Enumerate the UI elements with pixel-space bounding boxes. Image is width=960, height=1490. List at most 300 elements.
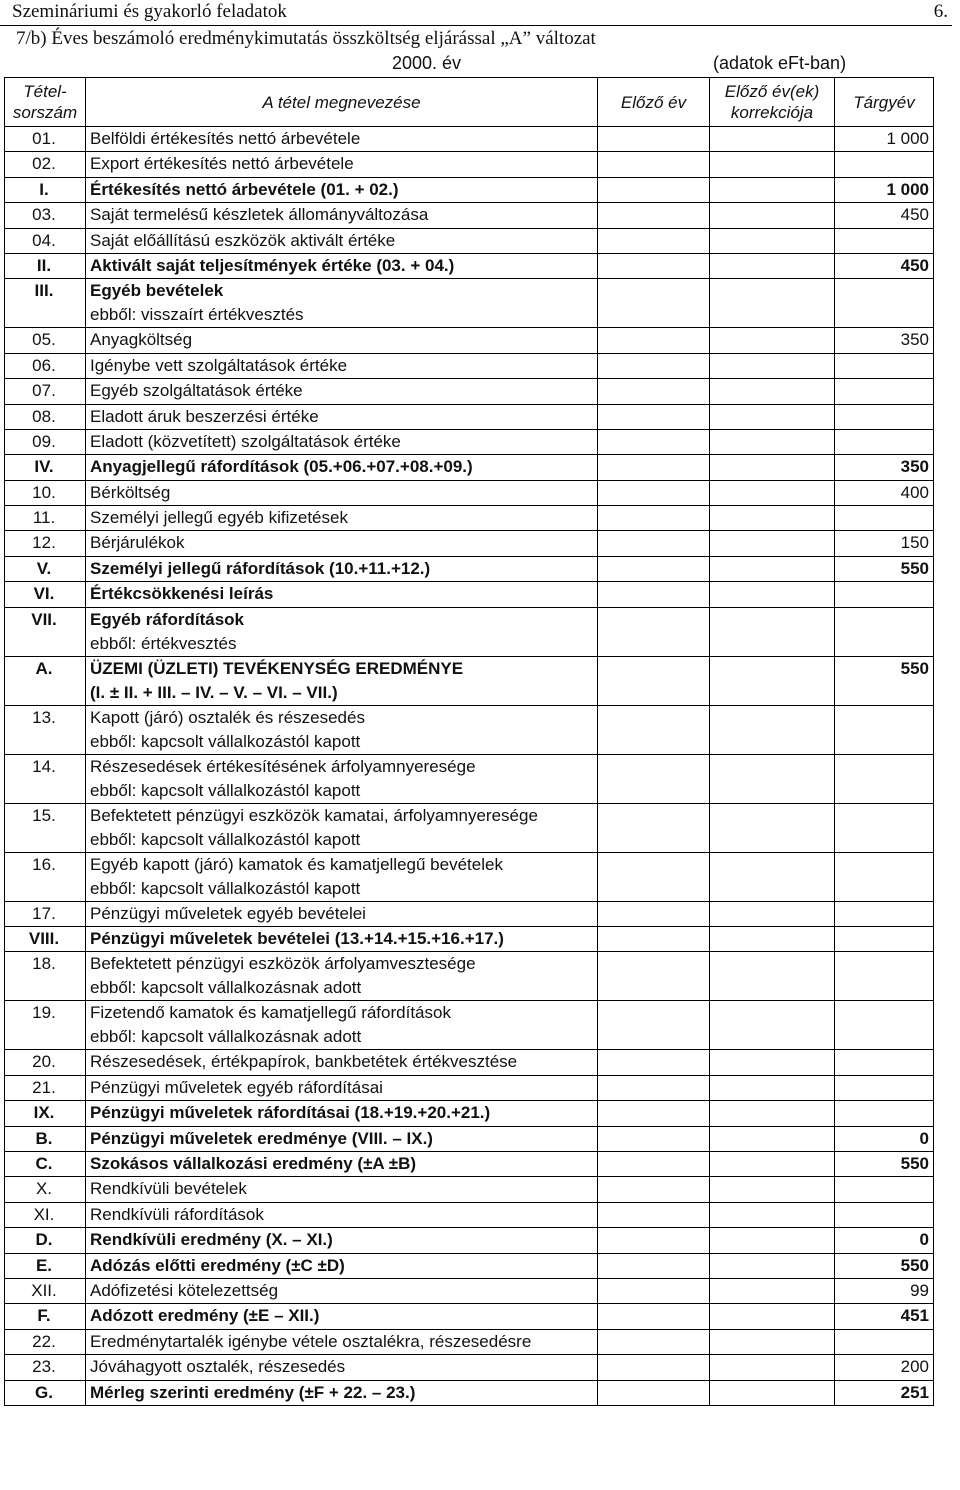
row-name [86, 506, 598, 531]
row-name [86, 582, 598, 607]
row-code: II. [5, 253, 86, 278]
row-name-main: Anyagköltség [90, 330, 193, 350]
row-correction [710, 228, 835, 253]
row-correction [710, 127, 835, 152]
row-prev [598, 852, 710, 901]
row-prev [598, 1101, 710, 1126]
row-name-main: Saját előállítású eszközök aktivált értéke [90, 230, 396, 250]
row-correction [710, 506, 835, 531]
row-current [835, 705, 934, 754]
row-current: 251 [835, 1380, 934, 1405]
row-prev [598, 328, 710, 353]
row-correction [710, 1329, 835, 1354]
row-correction [710, 656, 835, 705]
row-prev [598, 582, 710, 607]
row-prev [598, 1228, 710, 1253]
row-name [86, 353, 598, 378]
row-name [86, 455, 598, 480]
unit-label: (adatok eFt-ban) [713, 53, 847, 73]
table-row [5, 1355, 934, 1380]
row-name [86, 1050, 598, 1075]
row-prev [598, 1380, 710, 1405]
row-code: 08. [5, 404, 86, 429]
row-name [86, 607, 598, 656]
row-current [835, 1050, 934, 1075]
row-prev [598, 1329, 710, 1354]
row-name-main: ÜZEMI (ÜZLETI) TEVÉKENYSÉG EREDMÉNYE [90, 658, 464, 678]
row-current [835, 952, 934, 1001]
row-name [86, 152, 598, 177]
row-name [86, 927, 598, 952]
row-correction [710, 1380, 835, 1405]
row-code: 20. [5, 1050, 86, 1075]
row-prev [598, 279, 710, 328]
row-current: 550 [835, 556, 934, 581]
row-correction [710, 353, 835, 378]
table-row [5, 803, 934, 852]
row-name [86, 1253, 598, 1278]
row-name-main: Egyéb kapott (járó) kamatok és kamatjellegű bevételek [90, 854, 503, 874]
table-row [5, 927, 934, 952]
row-code: 09. [5, 429, 86, 454]
table-row [5, 556, 934, 581]
row-name [86, 1380, 598, 1405]
page-number: 6. [933, 1, 948, 22]
row-name-main: Rendkívüli bevételek [90, 1179, 247, 1199]
table-row [5, 656, 934, 705]
row-correction [710, 1126, 835, 1151]
row-prev [598, 1001, 710, 1050]
row-current [835, 803, 934, 852]
table-row [5, 379, 934, 404]
row-current: 550 [835, 1253, 934, 1278]
row-name-main: Rendkívüli ráfordítások [90, 1204, 264, 1224]
row-code: 14. [5, 754, 86, 803]
header-code: Tétel- sorszám [5, 78, 86, 127]
row-name [86, 1101, 598, 1126]
row-name [86, 228, 598, 253]
row-correction [710, 177, 835, 202]
row-name [86, 279, 598, 328]
row-name [86, 1202, 598, 1227]
row-name [86, 1001, 598, 1050]
table-row [5, 1101, 934, 1126]
table-row [5, 754, 934, 803]
row-correction [710, 1101, 835, 1126]
row-prev [598, 203, 710, 228]
row-correction [710, 901, 835, 926]
row-name-sub: (I. ± II. + III. – IV. – V. – VI. – VII.) [90, 682, 338, 702]
row-current: 1 000 [835, 177, 934, 202]
row-name-main: Egyéb bevételek [90, 281, 224, 301]
row-code: 21. [5, 1075, 86, 1100]
row-name-main: Jóváhagyott osztalék, részesedés [90, 1357, 346, 1377]
row-name [86, 556, 598, 581]
row-current [835, 901, 934, 926]
row-prev [598, 952, 710, 1001]
row-correction [710, 1177, 835, 1202]
row-current [835, 927, 934, 952]
row-name-main: Export értékesítés nettó árbevétele [90, 154, 354, 174]
row-code: B. [5, 1126, 86, 1151]
row-correction [710, 404, 835, 429]
row-current [835, 1177, 934, 1202]
row-name [86, 1329, 598, 1354]
row-current: 400 [835, 480, 934, 505]
row-prev [598, 1304, 710, 1329]
row-name-main: Pénzügyi műveletek ráfordításai (18.+19.+20.+21.) [90, 1103, 491, 1123]
header-prev: Előző év [598, 78, 710, 127]
table-row [5, 1177, 934, 1202]
row-prev [598, 1050, 710, 1075]
row-current [835, 1075, 934, 1100]
table-row [5, 607, 934, 656]
row-correction [710, 927, 835, 952]
row-name-main: Értékesítés nettó árbevétele (01. + 02.) [90, 179, 399, 199]
table-row [5, 203, 934, 228]
row-prev [598, 404, 710, 429]
row-name [86, 379, 598, 404]
row-name [86, 328, 598, 353]
row-correction [710, 582, 835, 607]
row-code: 02. [5, 152, 86, 177]
row-name [86, 803, 598, 852]
row-name [86, 404, 598, 429]
row-name-main: Bérköltség [90, 482, 171, 502]
row-code: I. [5, 177, 86, 202]
row-name [86, 429, 598, 454]
row-code: X. [5, 1177, 86, 1202]
row-current [835, 1329, 934, 1354]
row-current: 450 [835, 203, 934, 228]
row-name-main: Szokásos vállalkozási eredmény (±A ±B) [90, 1153, 417, 1173]
row-prev [598, 656, 710, 705]
row-correction [710, 556, 835, 581]
row-code: V. [5, 556, 86, 581]
row-prev [598, 480, 710, 505]
row-prev [598, 1278, 710, 1303]
table-header-row [5, 78, 934, 127]
row-name-main: Befektetett pénzügyi eszközök árfolyamvesztesége [90, 954, 476, 974]
row-name [86, 1075, 598, 1100]
row-prev [598, 754, 710, 803]
row-prev [598, 253, 710, 278]
row-name-main: Egyéb ráfordítások [90, 609, 244, 629]
row-name-sub: ebből: visszaírt értékvesztés [90, 305, 304, 325]
row-current [835, 279, 934, 328]
table-row [5, 1075, 934, 1100]
row-code: D. [5, 1228, 86, 1253]
row-name [86, 1126, 598, 1151]
row-code: C. [5, 1151, 86, 1176]
row-prev [598, 1151, 710, 1176]
row-code: 22. [5, 1329, 86, 1354]
row-name-main: Rendkívüli eredmény (X. – XI.) [90, 1230, 333, 1250]
row-code: 06. [5, 353, 86, 378]
row-name-sub: ebből: kapcsolt vállalkozásnak adott [90, 978, 362, 998]
table-row [5, 852, 934, 901]
table-row [5, 1202, 934, 1227]
row-name [86, 480, 598, 505]
row-current: 1 000 [835, 127, 934, 152]
row-correction [710, 1253, 835, 1278]
row-name-main: Személyi jellegű ráfordítások (10.+11.+12.) [90, 558, 431, 578]
row-correction [710, 279, 835, 328]
header-name: A tétel megnevezése [86, 78, 598, 127]
income-statement-table [4, 77, 934, 1406]
row-current [835, 1101, 934, 1126]
year-line [0, 53, 960, 75]
row-name [86, 1304, 598, 1329]
row-current [835, 353, 934, 378]
row-name [86, 705, 598, 754]
row-prev [598, 1075, 710, 1100]
row-current [835, 852, 934, 901]
row-prev [598, 556, 710, 581]
row-prev [598, 803, 710, 852]
row-name-main: Saját termelésű készletek állományváltozása [90, 205, 429, 225]
row-code: E. [5, 1253, 86, 1278]
row-prev [598, 429, 710, 454]
table-row [5, 1001, 934, 1050]
row-current [835, 607, 934, 656]
row-current [835, 1001, 934, 1050]
table-row [5, 1253, 934, 1278]
row-name-main: Aktivált saját teljesítmények értéke (03. + 04.) [90, 255, 455, 275]
row-current: 550 [835, 1151, 934, 1176]
row-current [835, 429, 934, 454]
table-row [5, 1329, 934, 1354]
row-name [86, 1151, 598, 1176]
row-correction [710, 429, 835, 454]
row-correction [710, 705, 835, 754]
row-name-main: Eladott (közvetített) szolgáltatások értéke [90, 431, 401, 451]
row-name [86, 754, 598, 803]
row-correction [710, 455, 835, 480]
row-correction [710, 531, 835, 556]
row-current [835, 152, 934, 177]
row-correction [710, 1228, 835, 1253]
table-row [5, 228, 934, 253]
row-prev [598, 901, 710, 926]
row-current [835, 228, 934, 253]
table-row [5, 279, 934, 328]
row-correction [710, 1151, 835, 1176]
row-name-main: Kapott (járó) osztalék és részesedés [90, 707, 365, 727]
row-prev [598, 705, 710, 754]
row-correction [710, 1304, 835, 1329]
row-prev [598, 1177, 710, 1202]
table-row [5, 1126, 934, 1151]
row-correction [710, 607, 835, 656]
row-code: 15. [5, 803, 86, 852]
row-correction [710, 253, 835, 278]
course-title: Szemináriumi és gyakorló feladatok [12, 1, 287, 22]
row-correction [710, 328, 835, 353]
row-correction [710, 1202, 835, 1227]
row-current [835, 506, 934, 531]
table-row [5, 1228, 934, 1253]
row-name-main: Mérleg szerinti eredmény (±F + 22. – 23.) [90, 1382, 416, 1402]
table-row [5, 328, 934, 353]
row-code: 10. [5, 480, 86, 505]
table-row [5, 1304, 934, 1329]
row-prev [598, 1355, 710, 1380]
row-current: 200 [835, 1355, 934, 1380]
row-name-main: Részesedések, értékpapírok, bankbetétek értékvesztése [90, 1052, 518, 1072]
row-code: 11. [5, 506, 86, 531]
row-correction [710, 1050, 835, 1075]
row-code: 23. [5, 1355, 86, 1380]
row-name-main: Pénzügyi műveletek eredménye (VIII. – IX.) [90, 1128, 433, 1148]
table-row [5, 404, 934, 429]
row-name [86, 901, 598, 926]
row-correction [710, 754, 835, 803]
row-prev [598, 1202, 710, 1227]
row-code: XII. [5, 1278, 86, 1303]
row-prev [598, 1253, 710, 1278]
row-prev [598, 177, 710, 202]
row-name-sub: ebből: értékvesztés [90, 633, 237, 653]
row-correction [710, 379, 835, 404]
row-name [86, 656, 598, 705]
row-name-main: Részesedések értékesítésének árfolyamnyeresége [90, 756, 476, 776]
row-code: 17. [5, 901, 86, 926]
row-correction [710, 480, 835, 505]
header-correction: Előző év(ek) korrekciója [710, 78, 835, 127]
table-row [5, 705, 934, 754]
row-current: 550 [835, 656, 934, 705]
table-row [5, 253, 934, 278]
table-row [5, 152, 934, 177]
row-code: 05. [5, 328, 86, 353]
row-name-main: Bérjárulékok [90, 533, 185, 553]
row-name-main: Befektetett pénzügyi eszközök kamatai, árfolyamnyeresége [90, 805, 538, 825]
year-label: 2000. év [392, 53, 462, 73]
table-row [5, 127, 934, 152]
row-name [86, 531, 598, 556]
row-code: III. [5, 279, 86, 328]
row-code: 04. [5, 228, 86, 253]
row-current: 150 [835, 531, 934, 556]
row-current [835, 1202, 934, 1227]
row-code: 18. [5, 952, 86, 1001]
row-name-main: Adózás előtti eredmény (±C ±D) [90, 1255, 345, 1275]
row-correction [710, 803, 835, 852]
row-correction [710, 1278, 835, 1303]
row-name [86, 127, 598, 152]
row-correction [710, 203, 835, 228]
row-name-main: Pénzügyi műveletek egyéb ráfordításai [90, 1077, 383, 1097]
row-name-main: Eredménytartalék igénybe vétele osztalékra, részesedésre [90, 1331, 532, 1351]
row-name-main: Adófizetési kötelezettség [90, 1280, 279, 1300]
row-current: 0 [835, 1228, 934, 1253]
row-prev [598, 927, 710, 952]
row-code: F. [5, 1304, 86, 1329]
row-name-main: Anyagjellegű ráfordítások (05.+06.+07.+08.+09.) [90, 457, 473, 477]
row-current [835, 754, 934, 803]
header-current: Tárgyév [835, 78, 934, 127]
row-name [86, 1278, 598, 1303]
row-correction [710, 1355, 835, 1380]
row-correction [710, 152, 835, 177]
table-row [5, 177, 934, 202]
row-code: A. [5, 656, 86, 705]
row-name-main: Értékcsökkenési leírás [90, 584, 274, 604]
row-name-main: Eladott áruk beszerzési értéke [90, 406, 319, 426]
row-prev [598, 506, 710, 531]
row-name-sub: ebből: kapcsolt vállalkozásnak adott [90, 1027, 362, 1047]
page-header [0, 0, 952, 26]
document-title: 7/b) Éves beszámoló eredménykimutatás összköltség eljárással „A” változat [16, 28, 596, 49]
row-prev [598, 379, 710, 404]
row-code: 12. [5, 531, 86, 556]
row-name [86, 253, 598, 278]
row-name-sub: ebből: kapcsolt vállalkozástól kapott [90, 731, 361, 751]
table-row [5, 429, 934, 454]
table-row [5, 1278, 934, 1303]
row-name-main: Személyi jellegű egyéb kifizetések [90, 508, 348, 528]
table-row [5, 1050, 934, 1075]
row-code: IX. [5, 1101, 86, 1126]
row-name [86, 1355, 598, 1380]
row-code: VIII. [5, 927, 86, 952]
row-prev [598, 531, 710, 556]
row-name [86, 952, 598, 1001]
table-row [5, 582, 934, 607]
row-name-sub: ebből: kapcsolt vállalkozástól kapott [90, 780, 361, 800]
row-correction [710, 852, 835, 901]
row-current: 0 [835, 1126, 934, 1151]
table-row [5, 952, 934, 1001]
row-name-main: Pénzügyi műveletek bevételei (13.+14.+15.+16.+17.) [90, 929, 504, 949]
row-name [86, 1228, 598, 1253]
row-name [86, 852, 598, 901]
row-name-main: Egyéb szolgáltatások értéke [90, 381, 303, 401]
row-prev [598, 607, 710, 656]
row-prev [598, 353, 710, 378]
row-current: 350 [835, 328, 934, 353]
table-row [5, 1151, 934, 1176]
row-correction [710, 1075, 835, 1100]
table-row [5, 901, 934, 926]
row-code: 03. [5, 203, 86, 228]
row-current: 450 [835, 253, 934, 278]
table-row [5, 531, 934, 556]
row-code: 01. [5, 127, 86, 152]
table-row [5, 506, 934, 531]
row-name-main: Pénzügyi műveletek egyéb bevételei [90, 903, 366, 923]
row-name [86, 177, 598, 202]
row-code: IV. [5, 455, 86, 480]
row-code: G. [5, 1380, 86, 1405]
row-code: VI. [5, 582, 86, 607]
table-row [5, 1380, 934, 1405]
row-prev [598, 455, 710, 480]
row-prev [598, 228, 710, 253]
table-row [5, 480, 934, 505]
row-correction [710, 952, 835, 1001]
row-current: 451 [835, 1304, 934, 1329]
row-name-sub: ebből: kapcsolt vállalkozástól kapott [90, 829, 361, 849]
row-code: 19. [5, 1001, 86, 1050]
row-current: 350 [835, 455, 934, 480]
row-current: 99 [835, 1278, 934, 1303]
table-row [5, 353, 934, 378]
row-prev [598, 1126, 710, 1151]
row-code: XI. [5, 1202, 86, 1227]
row-code: 13. [5, 705, 86, 754]
